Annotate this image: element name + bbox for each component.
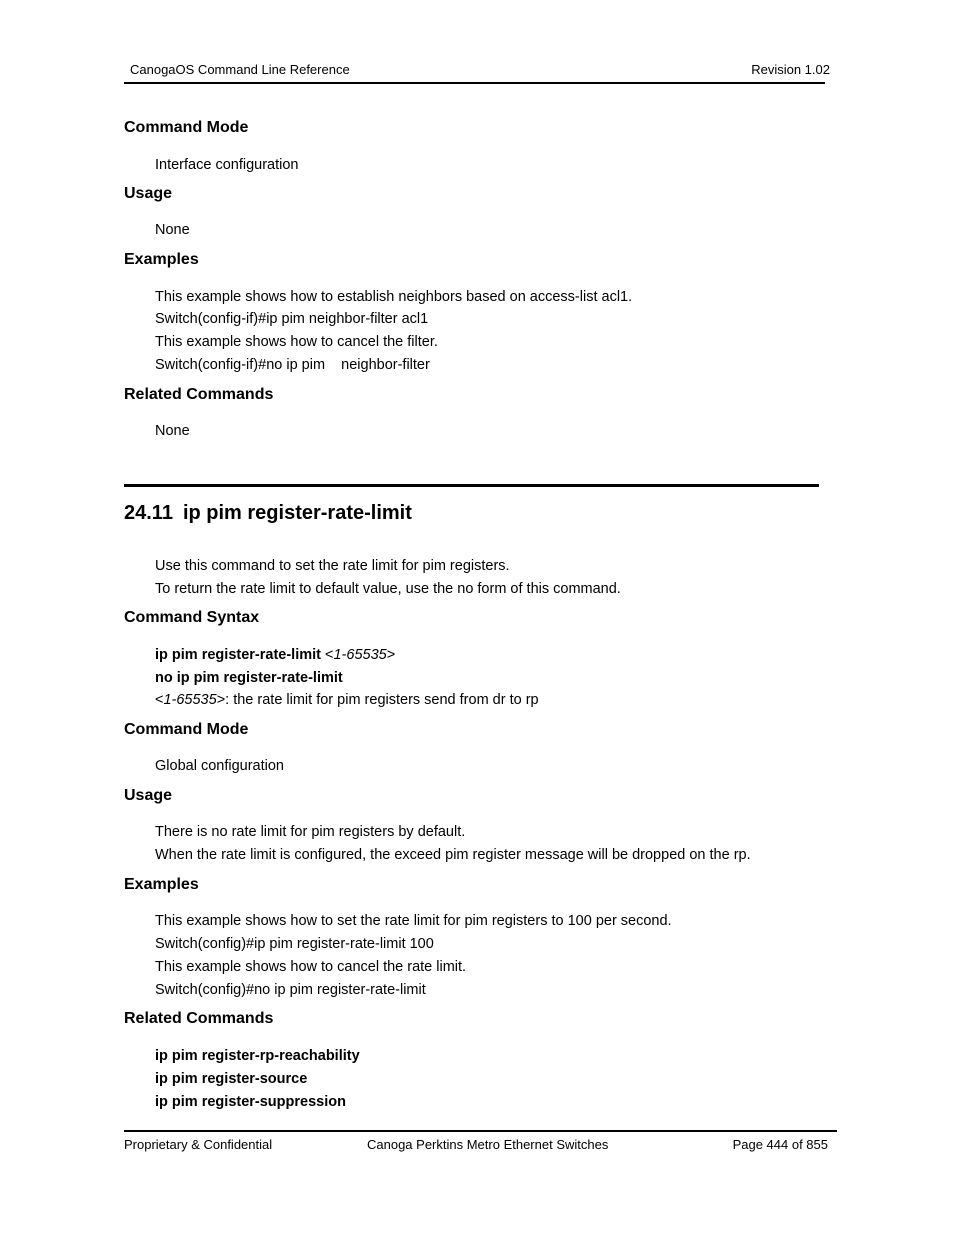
example-line: Switch(config-if)#ip pim neighbor-filter acl1 [155, 311, 429, 327]
example-line: Switch(config-if)#no ip pim neighbor-filter [155, 357, 430, 373]
related-command: ip pim register-rp-reachability [155, 1048, 360, 1064]
example-line: This example shows how to cancel the rate limit. [155, 959, 467, 975]
command-mode-text: Global configuration [155, 758, 284, 774]
usage-line: There is no rate limit for pim registers by default. [155, 824, 466, 840]
command-mode-text: Interface configuration [155, 157, 299, 173]
heading-command-mode: Command Mode [124, 721, 249, 738]
param-name: 1-65535 [163, 692, 217, 708]
syntax-command: ip pim register-rate-limit [155, 647, 321, 663]
example-line: This example shows how to establish neighbors based on access-list acl1. [155, 289, 633, 305]
footer-product: Canoga Perktins Metro Ethernet Switches [367, 1137, 609, 1152]
heading-related-commands: Related Commands [124, 1010, 274, 1027]
syntax-line [155, 647, 395, 663]
param-desc: >: the rate limit for pim registers send from dr to rp [216, 692, 539, 708]
header-rule [124, 82, 825, 84]
syntax-param: 1-65535 [333, 647, 387, 663]
heading-command-mode: Command Mode [124, 119, 249, 136]
usage-line: When the rate limit is configured, the exceed pim register message will be dropped on the rp. [155, 847, 751, 863]
syntax-no-line: no ip pim register-rate-limit [155, 670, 343, 686]
example-line: This example shows how to set the rate limit for pim registers to 100 per second. [155, 913, 672, 929]
heading-examples: Examples [124, 876, 199, 893]
footer-page-number: Page 444 of 855 [732, 1137, 828, 1152]
related-command: ip pim register-source [155, 1071, 308, 1087]
syntax-lt: < [320, 647, 334, 663]
example-line: This example shows how to cancel the filter. [155, 334, 438, 350]
intro-line: To return the rate limit to default value, use the no form of this command. [155, 581, 621, 597]
heading-related-commands: Related Commands [124, 386, 274, 403]
header-title: CanogaOS Command Line Reference [130, 62, 350, 77]
section-heading [124, 502, 412, 525]
example-line: Switch(config)#ip pim register-rate-limit 100 [155, 936, 434, 952]
related-text: None [155, 423, 190, 439]
section-title: ip pim register-rate-limit [182, 502, 412, 524]
section-rule [124, 484, 819, 487]
usage-text: None [155, 222, 190, 238]
example-line: Switch(config)#no ip pim register-rate-limit [155, 982, 426, 998]
heading-usage: Usage [124, 185, 173, 202]
header-revision: Revision 1.02 [751, 62, 830, 77]
footer-confidential: Proprietary & Confidential [124, 1137, 273, 1152]
heading-examples: Examples [124, 251, 199, 268]
section-number: 24.11 [124, 502, 173, 524]
heading-command-syntax: Command Syntax [124, 609, 260, 626]
syntax-gt: > [386, 647, 396, 663]
footer-rule [124, 1130, 837, 1132]
related-command: ip pim register-suppression [155, 1094, 346, 1110]
param-lt: < [155, 692, 164, 708]
param-description [155, 692, 539, 708]
intro-line: Use this command to set the rate limit for pim registers. [155, 558, 510, 574]
heading-usage: Usage [124, 787, 173, 804]
